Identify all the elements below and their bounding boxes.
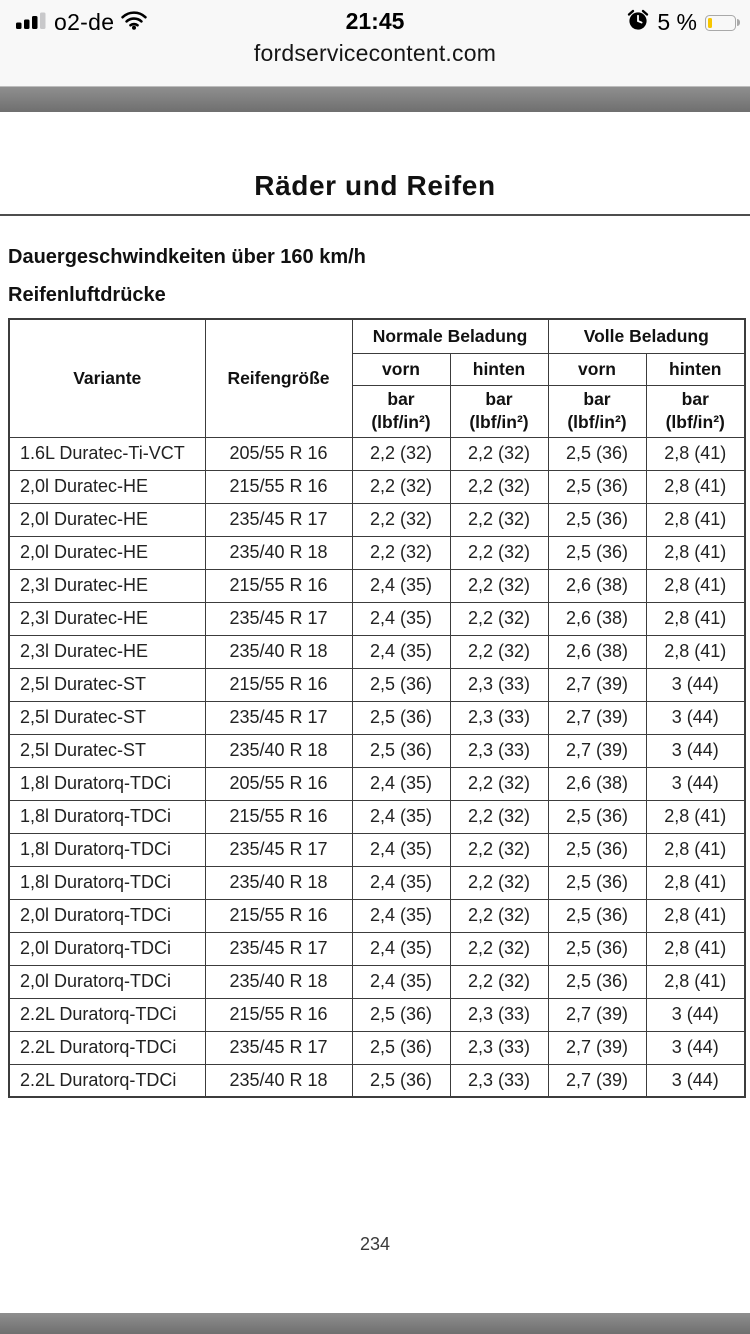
battery-icon bbox=[705, 15, 740, 31]
cell-voll-vorn: 2,6 (38) bbox=[548, 767, 646, 800]
wifi-icon bbox=[121, 11, 147, 35]
url-bar[interactable] bbox=[0, 40, 750, 67]
battery-level-fill bbox=[708, 18, 712, 28]
table-row bbox=[9, 899, 745, 932]
cell-voll-hinten: 3 (44) bbox=[646, 734, 745, 767]
cell-normal-vorn: 2,4 (35) bbox=[352, 800, 450, 833]
table-row bbox=[9, 569, 745, 602]
cell-variante: 1,8l Duratorq-TDCi bbox=[9, 866, 205, 899]
cell-reifengroesse: 235/45 R 17 bbox=[205, 602, 352, 635]
cell-voll-vorn: 2,7 (39) bbox=[548, 668, 646, 701]
cell-variante: 1,8l Duratorq-TDCi bbox=[9, 767, 205, 800]
cell-voll-hinten: 2,8 (41) bbox=[646, 800, 745, 833]
table-row bbox=[9, 437, 745, 470]
cell-voll-vorn: 2,7 (39) bbox=[548, 734, 646, 767]
cell-variante: 2,3l Duratec-HE bbox=[9, 602, 205, 635]
cell-voll-hinten: 3 (44) bbox=[646, 767, 745, 800]
cell-variante: 1.6L Duratec-Ti-VCT bbox=[9, 437, 205, 470]
cell-voll-vorn: 2,7 (39) bbox=[548, 998, 646, 1031]
cell-normal-vorn: 2,5 (36) bbox=[352, 668, 450, 701]
cell-reifengroesse: 215/55 R 16 bbox=[205, 800, 352, 833]
cell-normal-vorn: 2,4 (35) bbox=[352, 965, 450, 998]
cell-normal-hinten: 2,2 (32) bbox=[450, 800, 548, 833]
cell-variante: 2.2L Duratorq-TDCi bbox=[9, 1064, 205, 1097]
battery-nub bbox=[737, 19, 740, 26]
cell-normal-vorn: 2,2 (32) bbox=[352, 470, 450, 503]
cell-voll-vorn: 2,5 (36) bbox=[548, 437, 646, 470]
cell-normal-hinten: 2,2 (32) bbox=[450, 437, 548, 470]
cell-voll-vorn: 2,7 (39) bbox=[548, 1031, 646, 1064]
header-unit: bar (lbf/in²) bbox=[548, 385, 646, 437]
table-row bbox=[9, 998, 745, 1031]
cell-reifengroesse: 215/55 R 16 bbox=[205, 998, 352, 1031]
cell-reifengroesse: 235/40 R 18 bbox=[205, 635, 352, 668]
cell-voll-hinten: 2,8 (41) bbox=[646, 833, 745, 866]
cell-variante: 2,3l Duratec-HE bbox=[9, 569, 205, 602]
cell-voll-hinten: 2,8 (41) bbox=[646, 470, 745, 503]
cell-voll-vorn: 2,5 (36) bbox=[548, 800, 646, 833]
cell-reifengroesse: 235/45 R 17 bbox=[205, 701, 352, 734]
cell-variante: 2,3l Duratec-HE bbox=[9, 635, 205, 668]
cell-reifengroesse: 215/55 R 16 bbox=[205, 899, 352, 932]
cell-reifengroesse: 205/55 R 16 bbox=[205, 767, 352, 800]
cell-voll-hinten: 2,8 (41) bbox=[646, 932, 745, 965]
header-voll-vorn: vorn bbox=[548, 353, 646, 385]
cell-reifengroesse: 205/55 R 16 bbox=[205, 437, 352, 470]
cell-voll-hinten: 2,8 (41) bbox=[646, 569, 745, 602]
cell-voll-hinten: 2,8 (41) bbox=[646, 965, 745, 998]
cell-normal-hinten: 2,2 (32) bbox=[450, 899, 548, 932]
cell-reifengroesse: 215/55 R 16 bbox=[205, 470, 352, 503]
table-row bbox=[9, 470, 745, 503]
table-row bbox=[9, 1064, 745, 1097]
cell-voll-hinten: 3 (44) bbox=[646, 668, 745, 701]
cell-normal-hinten: 2,3 (33) bbox=[450, 1031, 548, 1064]
cell-voll-vorn: 2,6 (38) bbox=[548, 602, 646, 635]
cell-normal-hinten: 2,2 (32) bbox=[450, 833, 548, 866]
header-unit: bar (lbf/in²) bbox=[352, 385, 450, 437]
cell-normal-vorn: 2,2 (32) bbox=[352, 503, 450, 536]
cell-normal-hinten: 2,2 (32) bbox=[450, 767, 548, 800]
header-normal-hinten: hinten bbox=[450, 353, 548, 385]
table-row bbox=[9, 536, 745, 569]
clock-time: 21:45 bbox=[345, 8, 405, 34]
table-row bbox=[9, 635, 745, 668]
cell-normal-hinten: 2,2 (32) bbox=[450, 602, 548, 635]
cell-voll-vorn: 2,7 (39) bbox=[548, 701, 646, 734]
cell-normal-vorn: 2,5 (36) bbox=[352, 1064, 450, 1097]
carrier-label: o2-de bbox=[54, 9, 115, 35]
safari-collapsed-header bbox=[0, 0, 750, 87]
table-row bbox=[9, 1031, 745, 1064]
cell-reifengroesse: 215/55 R 16 bbox=[205, 668, 352, 701]
cell-normal-vorn: 2,4 (35) bbox=[352, 569, 450, 602]
cell-normal-hinten: 2,2 (32) bbox=[450, 932, 548, 965]
table-body bbox=[9, 437, 745, 1097]
status-right-cluster bbox=[627, 9, 740, 36]
header-normal-vorn: vorn bbox=[352, 353, 450, 385]
table-row bbox=[9, 833, 745, 866]
table-row bbox=[9, 734, 745, 767]
cell-normal-hinten: 2,2 (32) bbox=[450, 503, 548, 536]
cell-reifengroesse: 235/40 R 18 bbox=[205, 1064, 352, 1097]
cell-reifengroesse: 235/40 R 18 bbox=[205, 965, 352, 998]
cell-voll-vorn: 2,5 (36) bbox=[548, 866, 646, 899]
table-row bbox=[9, 800, 745, 833]
table-row bbox=[9, 503, 745, 536]
header-normale-beladung: Normale Beladung bbox=[352, 319, 548, 353]
table-row bbox=[9, 932, 745, 965]
cell-signal-icon bbox=[16, 12, 47, 34]
cell-normal-hinten: 2,3 (33) bbox=[450, 668, 548, 701]
table-row bbox=[9, 668, 745, 701]
header-variante: Variante bbox=[9, 319, 205, 437]
cell-voll-vorn: 2,5 (36) bbox=[548, 899, 646, 932]
cell-voll-vorn: 2,5 (36) bbox=[548, 965, 646, 998]
page-title: Räder und Reifen bbox=[254, 170, 496, 201]
cell-variante: 1,8l Duratorq-TDCi bbox=[9, 833, 205, 866]
cell-voll-hinten: 3 (44) bbox=[646, 1031, 745, 1064]
cell-variante: 2.2L Duratorq-TDCi bbox=[9, 1031, 205, 1064]
cell-voll-vorn: 2,5 (36) bbox=[548, 503, 646, 536]
status-left-cluster bbox=[16, 9, 147, 36]
cell-variante: 2.2L Duratorq-TDCi bbox=[9, 998, 205, 1031]
cell-normal-vorn: 2,5 (36) bbox=[352, 734, 450, 767]
cell-variante: 2,0l Duratorq-TDCi bbox=[9, 965, 205, 998]
cell-voll-hinten: 3 (44) bbox=[646, 701, 745, 734]
cell-variante: 2,5l Duratec-ST bbox=[9, 701, 205, 734]
page-number: 234 bbox=[359, 1234, 391, 1254]
cell-voll-vorn: 2,7 (39) bbox=[548, 1064, 646, 1097]
battery-percent-label: 5 % bbox=[657, 9, 697, 35]
document-page bbox=[0, 170, 750, 1255]
cell-voll-hinten: 2,8 (41) bbox=[646, 866, 745, 899]
cell-variante: 2,5l Duratec-ST bbox=[9, 734, 205, 767]
cell-normal-hinten: 2,3 (33) bbox=[450, 734, 548, 767]
tire-pressure-table bbox=[8, 318, 746, 1098]
cell-normal-vorn: 2,4 (35) bbox=[352, 899, 450, 932]
cell-voll-hinten: 2,8 (41) bbox=[646, 635, 745, 668]
cell-normal-vorn: 2,4 (35) bbox=[352, 833, 450, 866]
cell-normal-hinten: 2,3 (33) bbox=[450, 701, 548, 734]
table-row bbox=[9, 767, 745, 800]
cell-voll-hinten: 2,8 (41) bbox=[646, 536, 745, 569]
header-unit: bar (lbf/in²) bbox=[646, 385, 745, 437]
cell-normal-hinten: 2,2 (32) bbox=[450, 536, 548, 569]
header-voll-hinten: hinten bbox=[646, 353, 745, 385]
cell-reifengroesse: 235/40 R 18 bbox=[205, 866, 352, 899]
cell-normal-vorn: 2,2 (32) bbox=[352, 536, 450, 569]
cell-voll-vorn: 2,5 (36) bbox=[548, 536, 646, 569]
cell-normal-vorn: 2,5 (36) bbox=[352, 1031, 450, 1064]
table-row bbox=[9, 602, 745, 635]
table-row bbox=[9, 866, 745, 899]
cell-voll-hinten: 2,8 (41) bbox=[646, 437, 745, 470]
cell-variante: 2,0l Duratorq-TDCi bbox=[9, 932, 205, 965]
title-divider bbox=[0, 214, 750, 216]
viewer-bottom-bar bbox=[0, 1313, 750, 1334]
section-heading-pressures: Reifenluftdrücke bbox=[8, 284, 166, 306]
table-row bbox=[9, 965, 745, 998]
viewer-top-bar bbox=[0, 87, 750, 112]
cell-voll-hinten: 2,8 (41) bbox=[646, 602, 745, 635]
alarm-clock-icon bbox=[627, 9, 649, 36]
battery-outline bbox=[705, 15, 736, 31]
cell-variante: 1,8l Duratorq-TDCi bbox=[9, 800, 205, 833]
cell-reifengroesse: 235/45 R 17 bbox=[205, 503, 352, 536]
cell-normal-vorn: 2,5 (36) bbox=[352, 701, 450, 734]
cell-reifengroesse: 235/45 R 17 bbox=[205, 1031, 352, 1064]
cell-normal-hinten: 2,2 (32) bbox=[450, 470, 548, 503]
cell-normal-vorn: 2,2 (32) bbox=[352, 437, 450, 470]
cell-voll-hinten: 2,8 (41) bbox=[646, 503, 745, 536]
ios-status-bar bbox=[0, 0, 750, 38]
cell-normal-vorn: 2,4 (35) bbox=[352, 635, 450, 668]
cell-voll-hinten: 3 (44) bbox=[646, 1064, 745, 1097]
cell-variante: 2,0l Duratorq-TDCi bbox=[9, 899, 205, 932]
table-row bbox=[9, 701, 745, 734]
cell-normal-vorn: 2,4 (35) bbox=[352, 767, 450, 800]
cell-voll-vorn: 2,6 (38) bbox=[548, 635, 646, 668]
cell-voll-hinten: 2,8 (41) bbox=[646, 899, 745, 932]
header-volle-beladung: Volle Beladung bbox=[548, 319, 745, 353]
cell-normal-hinten: 2,2 (32) bbox=[450, 965, 548, 998]
cell-voll-vorn: 2,5 (36) bbox=[548, 833, 646, 866]
cell-variante: 2,0l Duratec-HE bbox=[9, 536, 205, 569]
cell-reifengroesse: 235/45 R 17 bbox=[205, 932, 352, 965]
cell-reifengroesse: 235/40 R 18 bbox=[205, 536, 352, 569]
cell-voll-vorn: 2,5 (36) bbox=[548, 470, 646, 503]
cell-normal-vorn: 2,4 (35) bbox=[352, 932, 450, 965]
cell-voll-hinten: 3 (44) bbox=[646, 998, 745, 1031]
cell-normal-vorn: 2,4 (35) bbox=[352, 602, 450, 635]
cell-voll-vorn: 2,5 (36) bbox=[548, 932, 646, 965]
cell-normal-hinten: 2,2 (32) bbox=[450, 866, 548, 899]
cell-variante: 2,0l Duratec-HE bbox=[9, 470, 205, 503]
cell-normal-hinten: 2,2 (32) bbox=[450, 635, 548, 668]
cell-normal-vorn: 2,4 (35) bbox=[352, 866, 450, 899]
header-unit: bar (lbf/in²) bbox=[450, 385, 548, 437]
cell-normal-hinten: 2,3 (33) bbox=[450, 998, 548, 1031]
header-reifengroesse: Reifengröße bbox=[205, 319, 352, 437]
url-domain-label[interactable]: fordservicecontent.com bbox=[253, 40, 497, 66]
cell-reifengroesse: 235/40 R 18 bbox=[205, 734, 352, 767]
cell-normal-hinten: 2,2 (32) bbox=[450, 569, 548, 602]
cell-reifengroesse: 235/45 R 17 bbox=[205, 833, 352, 866]
cell-reifengroesse: 215/55 R 16 bbox=[205, 569, 352, 602]
cell-variante: 2,0l Duratec-HE bbox=[9, 503, 205, 536]
cell-normal-hinten: 2,3 (33) bbox=[450, 1064, 548, 1097]
cell-normal-vorn: 2,5 (36) bbox=[352, 998, 450, 1031]
cell-voll-vorn: 2,6 (38) bbox=[548, 569, 646, 602]
section-heading-speeds: Dauergeschwindkeiten über 160 km/h bbox=[8, 246, 366, 268]
cell-variante: 2,5l Duratec-ST bbox=[9, 668, 205, 701]
